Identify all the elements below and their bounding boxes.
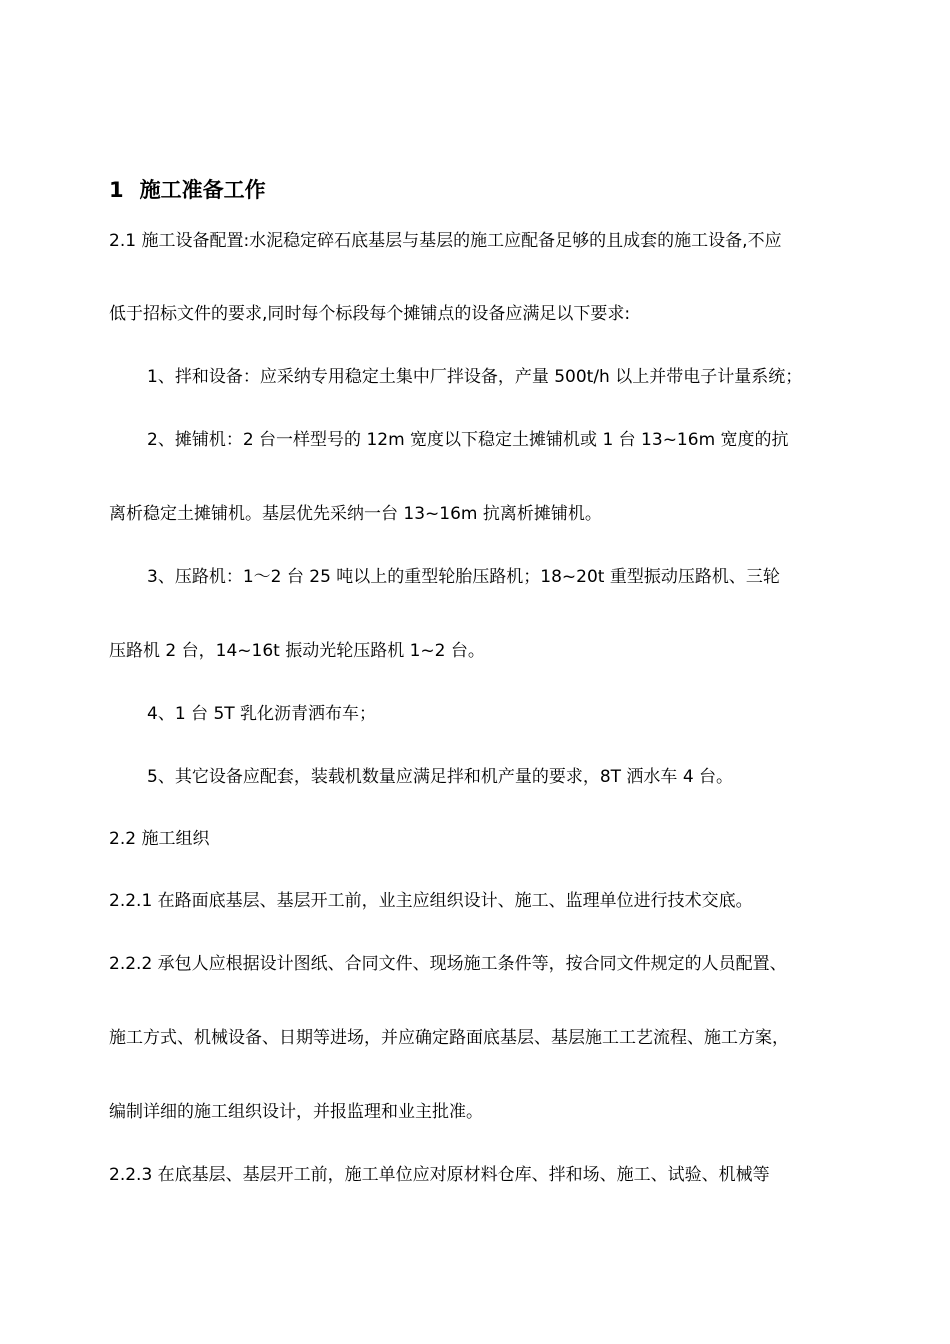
list-item-paver: 2、摊铺机：2 台一样型号的 12m 宽度以下稳定土摊铺机或 1 台 13~16m 宽度的抗 (147, 430, 789, 450)
paragraph-line: 低于招标文件的要求,同时每个标段每个摊铺点的设备应满足以下要求: (109, 304, 631, 324)
list-item-sprayer: 4、1 台 5T 乳化沥青洒布车； (147, 704, 377, 724)
paragraph-line: 2.1 施工设备配置:水泥稳定碎石底基层与基层的施工应配备足够的且成套的施工设备,不应 (109, 231, 782, 251)
paragraph-line: 编制详细的施工组织设计，并报监理和业主批准。 (109, 1102, 483, 1122)
paragraph-line: 压路机 2 台，14~16t 振动光轮压路机 1~2 台。 (109, 641, 485, 661)
list-item-other-equipment: 5、其它设备应配套，装载机数量应满足拌和机产量的要求，8T 洒水车 4 台。 (147, 767, 734, 787)
paragraph-line: 2.2.3 在底基层、基层开工前，施工单位应对原材料仓库、拌和场、施工、试验、机械等 (109, 1165, 770, 1185)
subsection-heading: 2.2 施工组织 (109, 829, 210, 849)
paragraph-line: 施工方式、机械设备、日期等进场，并应确定路面底基层、基层施工工艺流程、施工方案， (109, 1028, 789, 1048)
section-number: 1 (109, 178, 124, 202)
paragraph-line: 离析稳定土摊铺机。基层优先采纳一台 13~16m 抗离析摊铺机。 (109, 504, 602, 524)
list-item-mixing-equipment: 1、拌和设备：应采纳专用稳定土集中厂拌设备，产量 500t/h 以上并带电子计量系统； (147, 367, 803, 387)
list-item-roller: 3、压路机：1～2 台 25 吨以上的重型轮胎压路机；18~20t 重型振动压路机、三轮 (147, 567, 780, 587)
section-title: 施工准备工作 (139, 178, 266, 202)
paragraph-line: 2.2.1 在路面底基层、基层开工前，业主应组织设计、施工、监理单位进行技术交底。 (109, 891, 753, 911)
section-heading (109, 176, 266, 204)
paragraph-line: 2.2.2 承包人应根据设计图纸、合同文件、现场施工条件等，按合同文件规定的人员配置、 (109, 954, 787, 974)
